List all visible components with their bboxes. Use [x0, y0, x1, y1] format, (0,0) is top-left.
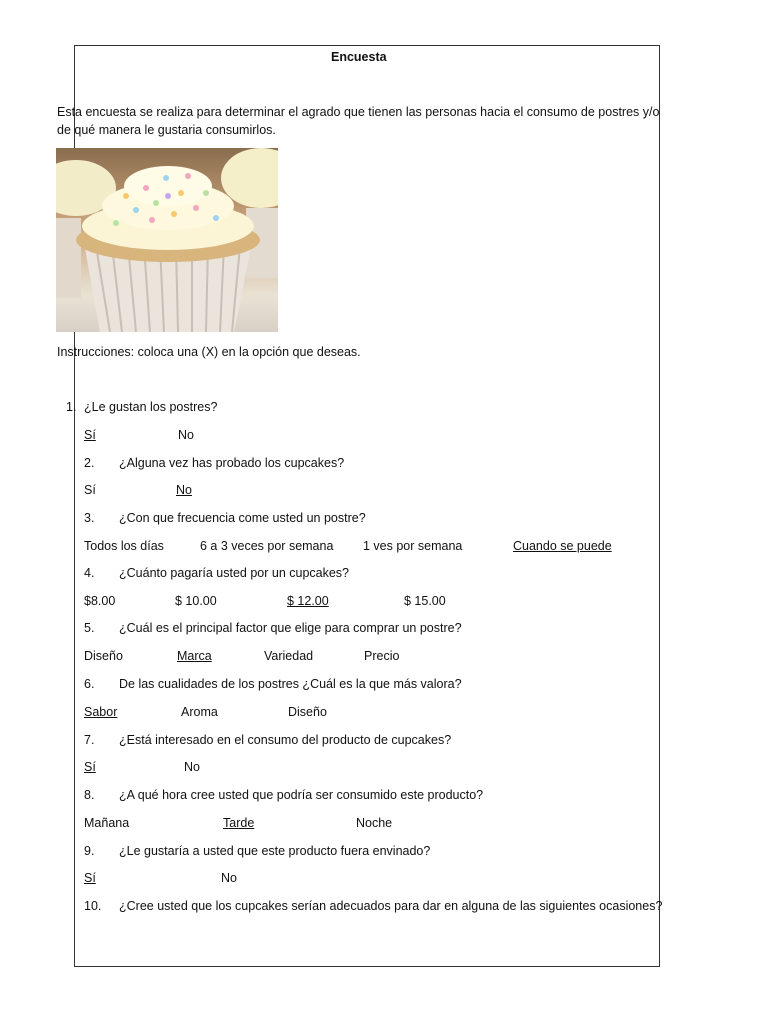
question-number: 8. — [84, 788, 95, 802]
question-text: ¿Le gustaría a usted que este producto fuera envinado? — [119, 844, 431, 858]
question-text: ¿Le gustan los postres? — [84, 400, 218, 414]
option: Aroma — [181, 705, 218, 719]
option: 6 a 3 veces por semana — [200, 539, 334, 553]
option: Todos los días — [84, 539, 164, 553]
option-no: No — [176, 483, 192, 497]
option-no: No — [221, 871, 237, 885]
option-selected: Tarde — [223, 816, 255, 830]
question-text: De las cualidades de los postres ¿Cuál es la que más valora? — [119, 677, 462, 691]
question-text: ¿Con que frecuencia come usted un postre? — [119, 511, 366, 525]
option: Variedad — [264, 649, 314, 663]
question-text: ¿Está interesado en el consumo del producto de cupcakes? — [119, 733, 452, 747]
option-selected: Marca — [177, 649, 212, 663]
option-selected: $ 12.00 — [287, 594, 329, 608]
question-number: 3. — [84, 511, 95, 525]
question-text: ¿Cuánto pagaría usted por un cupcakes? — [119, 566, 350, 580]
question-text: ¿Alguna vez has probado los cupcakes? — [119, 456, 345, 470]
option: Noche — [356, 816, 393, 830]
question-number: 1. — [66, 400, 77, 414]
option-si: Sí — [84, 760, 96, 774]
option-si: Sí — [84, 483, 96, 497]
question-text: ¿Cree usted que los cupcakes serían adecuados para dar en alguna de las siguientes ocasiones? — [119, 899, 663, 913]
question-number: 6. — [84, 677, 95, 691]
option: $ 15.00 — [404, 594, 446, 608]
option: Mañana — [84, 816, 130, 830]
option-no: No — [178, 428, 194, 442]
option-si: Sí — [84, 871, 96, 885]
option: Diseño — [288, 705, 327, 719]
page-title: Encuesta — [331, 50, 387, 64]
option-no: No — [184, 760, 200, 774]
question-number: 9. — [84, 844, 95, 858]
option: 1 ves por semana — [363, 539, 463, 553]
question-text: ¿Cuál es el principal factor que elige para comprar un postre? — [119, 621, 462, 635]
option-si: Sí — [84, 428, 96, 442]
cupcake-image — [56, 148, 278, 332]
option: Precio — [364, 649, 400, 663]
option: $ 10.00 — [175, 594, 217, 608]
option: $8.00 — [84, 594, 116, 608]
instructions: Instrucciones: coloca una (X) en la opción que deseas. — [57, 345, 361, 359]
question-number: 10. — [84, 899, 102, 913]
question-number: 7. — [84, 733, 95, 747]
question-number: 4. — [84, 566, 95, 580]
intro-line-1: Esta encuesta se realiza para determinar el agrado que tienen las personas hacia el consumo de postres y/o — [57, 105, 660, 119]
option-selected: Cuando se puede — [513, 539, 612, 553]
option: Diseño — [84, 649, 123, 663]
option-selected: Sabor — [84, 705, 118, 719]
question-text: ¿A qué hora cree usted que podría ser consumido este producto? — [119, 788, 484, 802]
question-number: 2. — [84, 456, 95, 470]
intro-line-2: de qué manera le gustaria consumirlos. — [57, 123, 276, 137]
question-number: 5. — [84, 621, 95, 635]
